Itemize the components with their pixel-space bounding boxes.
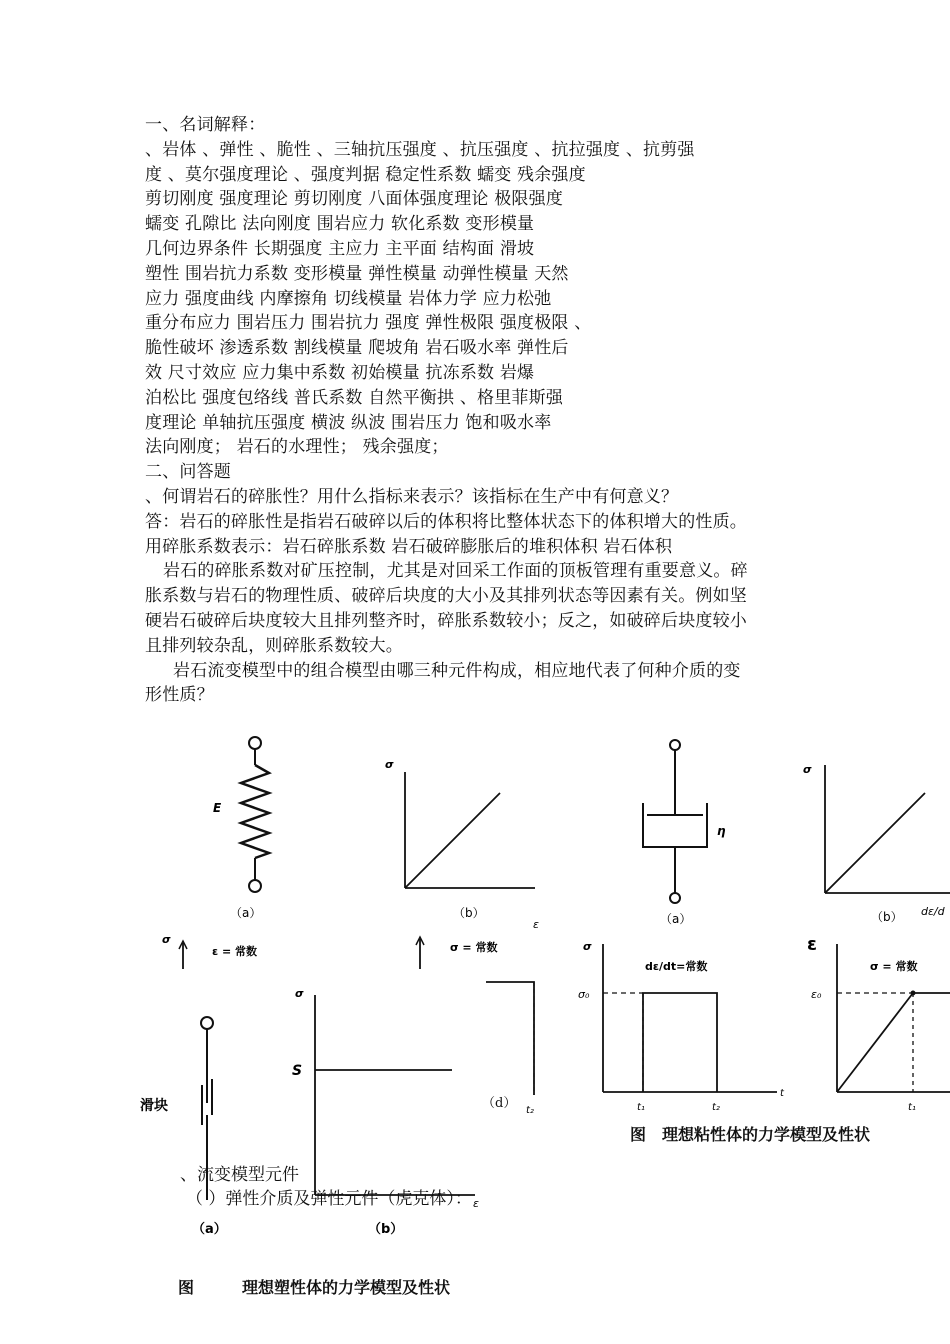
answer-line: 硬岩石破碎后块度较大且排列整齐时，碎胀系数较小；反之，如破碎后块度较小 <box>145 610 747 631</box>
text-line: 应力 强度曲线 内摩擦角 切线模量 岩体力学 应力松弛 <box>145 288 552 309</box>
label-a: （a） <box>660 912 692 926</box>
text-line: 蠕变 孔隙比 法向刚度 围岩应力 软化系数 变形模量 <box>145 214 535 235</box>
text-line: 塑性 围岩抗力系数 变形模量 弹性模量 动弹性模量 天然 <box>145 263 569 284</box>
label-b: （b） <box>453 906 485 920</box>
text-line: 效 尺寸效应 应力集中系数 初始模量 抗冻系数 岩爆 <box>145 362 535 383</box>
answer-line: 岩石的碎胀系数对矿压控制，尤其是对回采工作面的顶板管理有重要意义。碎 <box>163 561 748 582</box>
label-sigma-const: σ = 常数 <box>450 941 498 954</box>
label-t1: t₁ <box>637 1102 645 1113</box>
label-sigma: σ <box>385 758 394 771</box>
label-rate: dε/d <box>921 905 945 918</box>
text-body <box>145 113 815 708</box>
label-a-plastic: （a） <box>192 1222 227 1237</box>
label-eps: ε <box>533 918 539 931</box>
label-eps0: ε₀ <box>811 988 822 1001</box>
label-sigma-c: σ <box>583 940 592 953</box>
text-line: 、岩体 、弹性 、脆性 、三轴抗压强度 、抗压强度 、抗拉强度 、抗剪强 <box>145 139 695 160</box>
label-eta: η <box>717 824 726 838</box>
label-t: t <box>780 1088 784 1099</box>
text-line: 法向刚度； 岩石的水理性； 残余强度； <box>145 437 449 458</box>
label-b-plastic: （b） <box>368 1222 404 1237</box>
label-sigma: σ <box>803 763 812 776</box>
label-slider: 滑块 <box>140 1098 168 1114</box>
text-line: 重分布应力 围岩压力 围岩抗力 强度 弹性极限 强度极限 、 <box>145 313 592 334</box>
label-S: S <box>292 1063 303 1079</box>
label-d: （d） <box>482 1096 517 1111</box>
text-line: 剪切刚度 强度理论 剪切刚度 八面体强度理论 极限强度 <box>145 189 564 210</box>
label-t1b: t₁ <box>908 1102 916 1113</box>
answer-line: 胀系数与岩石的物理性质、破碎后块度的大小及其排列状态等因素有关。例如坚 <box>145 586 747 607</box>
heading-questions: 二、问答题 <box>145 462 231 483</box>
label-const-sigma: σ = 常数 <box>870 960 918 973</box>
caption-viscous: 图 理想粘性体的力学模型及性状 <box>630 1125 871 1144</box>
answer-line: 答：岩石的碎胀性是指岩石破碎以后的体积将比整体状态下的体积增大的性质。 <box>145 511 747 532</box>
caption-plastic: 图 理想塑性体的力学模型及性状 <box>178 1278 451 1297</box>
label-sigma-left: σ <box>162 933 171 946</box>
label-t2: t₂ <box>712 1102 720 1113</box>
answer-line: 用碎胀系数表示：岩石碎胀系数 岩石破碎膨胀后的堆积体积 岩石体积 <box>145 536 673 557</box>
text-line: 度 、莫尔强度理论 、强度判据 稳定性系数 蠕变 残余强度 <box>145 164 586 185</box>
heading-terms: 一、名词解释： <box>145 115 266 135</box>
text-line: 脆性破坏 渗透系数 割线模量 爬坡角 岩石吸水率 弹性后 <box>145 338 569 359</box>
text-line: 几何边界条件 长期强度 主应力 主平面 结构面 滑坡 <box>145 238 535 259</box>
label-eps-const: ε = 常数 <box>212 945 257 958</box>
label-eps-axis: ε <box>807 934 818 955</box>
label-eps-plastic: ε <box>473 1197 479 1210</box>
question-line: 岩石流变模型中的组合模型由哪三种元件构成，相应地代表了何种介质的变 <box>173 660 741 681</box>
answer-line: 且排列较杂乱，则碎胀系数较大。 <box>145 635 403 656</box>
text-line: 度理论 单轴抗压强度 横波 纵波 围岩压力 饱和吸水率 <box>145 412 552 433</box>
elastic-diagram <box>195 730 565 930</box>
label-t2-middle: t₂ <box>526 1105 534 1116</box>
question-line: 形性质？ <box>145 685 214 706</box>
text-line: 泊松比 强度包络线 普氏系数 自然平衡拱 、格里菲斯强 <box>145 387 564 408</box>
label-sigma0: σ₀ <box>578 988 590 1001</box>
viscous-graphs <box>575 930 950 1130</box>
label-E: E <box>213 801 222 815</box>
label-a: （a） <box>230 906 262 920</box>
figure-viscous-top <box>625 735 950 935</box>
viscous-diagram <box>625 735 950 935</box>
label-const-rate: dε/dt=常数 <box>645 960 708 973</box>
figure-viscous-bottom <box>575 930 950 1130</box>
label-sigma-plastic: σ <box>295 987 304 1000</box>
overlay-line-2: （ ）弹性介质及弹性元件（虎克体）： <box>186 1189 472 1209</box>
overlay-line-1: 、流变模型元件 <box>180 1165 299 1185</box>
label-b: （b） <box>871 910 903 924</box>
figure-elastic <box>195 730 565 930</box>
question-line: 、何谓岩石的碎胀性？用什么指标来表示？该指标在生产中有何意义？ <box>145 486 679 507</box>
